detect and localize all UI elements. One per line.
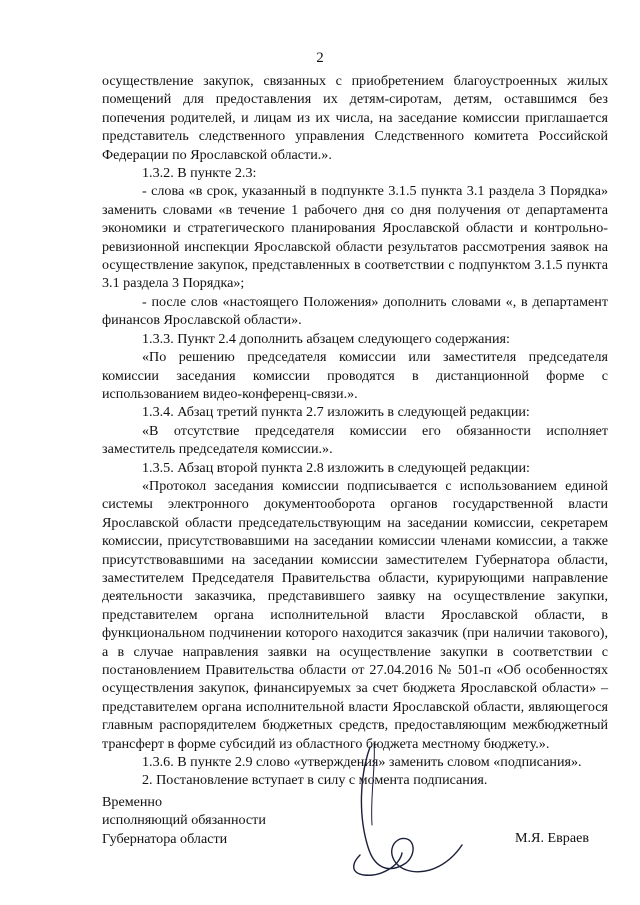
handwritten-signature <box>330 735 470 885</box>
signatory-position <box>102 793 266 848</box>
paragraph: 2. Постановление вступает в силу с момента подписания. <box>142 772 488 789</box>
signatory-position-line: исполняющий обязанности <box>102 812 266 829</box>
paragraph: 1.3.5. Абзац второй пункта 2.8 изложить в следующей редакции: <box>142 459 530 476</box>
signatory-name: М.Я. Евраев <box>515 830 589 846</box>
paragraph: «В отсутствие председателя комиссии его обязанности исполняет заместитель председателя комиссии.». <box>102 422 608 458</box>
paragraph: осуществление закупок, связанных с приобретением благоустроенных жилых помещений для предоставления их детям-сиротам, детям, оставшимся без попечения родителей, и лицам из их числа, на заседание комиссии приглашается представитель следственного управления Следственного комитета Российской Федерации по Ярославской области.». <box>102 73 608 163</box>
signatory-position-line: Губернатора области <box>102 830 228 847</box>
signatory-position-line: Временно <box>102 794 163 810</box>
paragraph: 1.3.3. Пункт 2.4 дополнить абзацем следующего содержания: <box>142 330 510 347</box>
paragraph: 1.3.6. В пункте 2.9 слово «утверждения» заменить словом «подписания». <box>142 754 582 771</box>
paragraph: - слова «в срок, указанный в подпункте 3.1.5 пункта 3.1 раздела 3 Порядка» заменить словами «в течение 1 рабочего дня со дня получения от департамента экономики и стратегического планирования Ярославской области и контрольно-ревизионной инспекции Ярославской области результатов рассмотрения заявок на осуществление закупок, представленных в соответствии с подпунктом 3.1.5 пункта 3.1 раздела 3 Порядка»; <box>102 183 608 292</box>
document-body <box>102 72 608 790</box>
paragraph: «Протокол заседания комиссии подписывается с использованием единой системы электронного документооборота органов государственной власти Ярославской области председательствующим на заседании комиссии, секретарем комиссии, присутствовавшими на заседании комиссии членами комиссии, а также присутствовавшими на заседании комиссии заместителем Губернатора области, заместителем Председателя Правительства области, курирующими направление деятельности заказчика, представившего заявку на осуществление закупки, представителем органа исполнительной власти Ярославской области, в функциональном подчинении которого находится заказчик (при наличии такового), а в случае направления заявки на осуществление закупки в соответствии с постановлением Правительства области от 27.04.2016 № 501-п «Об особенностях осуществления закупок, финансируемых за счет бюджета Ярославской области» – представителем органа исполнительной власти Ярославской области, являющегося главным распорядителем бюджетных средств, предоставляющим межбюджетный трансферт в форме субсидий из областного бюджета местному бюджету.». <box>102 477 608 752</box>
paragraph: - после слов «настоящего Положения» дополнить словами «, в департамент финансов Ярославской области». <box>102 293 608 329</box>
paragraph: 1.3.4. Абзац третий пункта 2.7 изложить в следующей редакции: <box>142 404 530 421</box>
paragraph: «По решению председателя комиссии или заместителя председателя комиссии заседания комиссии проводятся в дистанционной форме с использованием видео-конференц-связи.». <box>102 349 608 402</box>
page-number: 2 <box>316 50 324 66</box>
paragraph: 1.3.2. В пункте 2.3: <box>142 165 257 182</box>
